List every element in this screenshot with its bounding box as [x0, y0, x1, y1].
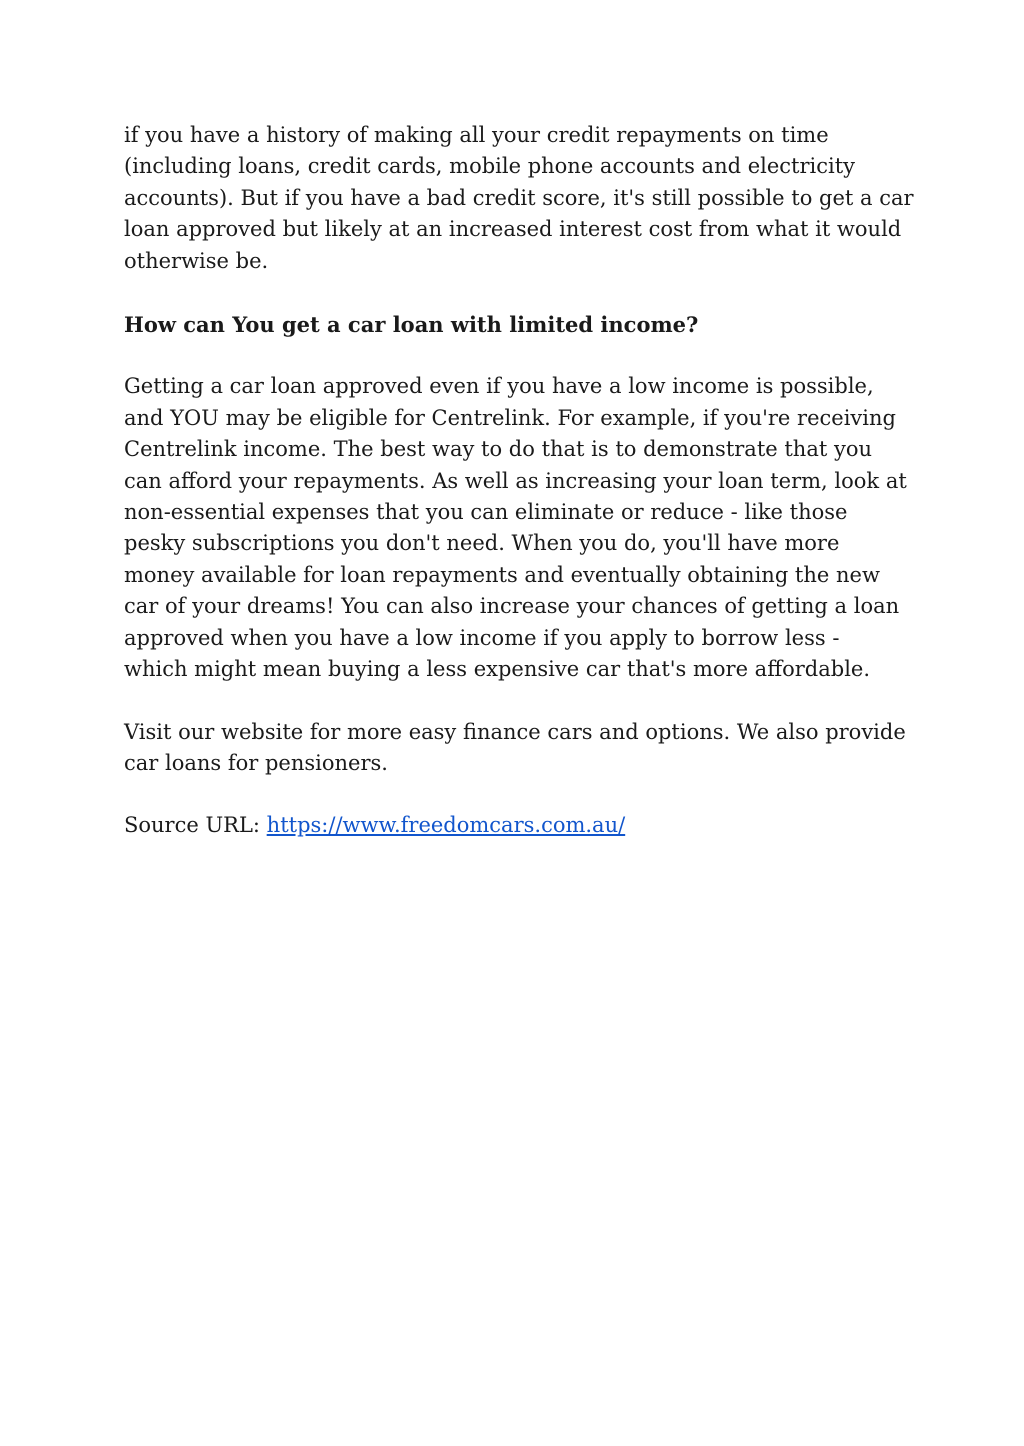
text-line: Getting a car loan approved even if you have a low income is possible, — [124, 374, 874, 399]
source-label: Source URL: — [124, 813, 267, 838]
text-line: can afford your repayments. As well as increasing your loan term, look at — [124, 468, 907, 493]
text-line: otherwise be. — [124, 248, 269, 273]
text-line: Visit our website for more easy finance cars and options. We also provide — [124, 719, 906, 744]
text-line: and YOU may be eligible for Centrelink. For example, if you're receiving — [124, 405, 896, 430]
text-line: loan approved but likely at an increased interest cost from what it would — [124, 217, 902, 242]
text-line: which might mean buying a less expensive car that's more affordable. — [124, 657, 871, 682]
text-line: pesky subscriptions you don't need. When you do, you'll have more — [124, 531, 840, 556]
document-page — [124, 120, 914, 842]
paragraph-limited-income — [124, 371, 914, 685]
source-link[interactable]: https://www.freedomcars.com.au/ — [266, 813, 626, 838]
text-line: Centrelink income. The best way to do that is to demonstrate that you — [124, 437, 872, 462]
text-line: car of your dreams! You can also increase your chances of getting a loan — [124, 594, 900, 619]
text-line: (including loans, credit cards, mobile phone accounts and electricity — [124, 154, 856, 179]
text-line: if you have a history of making all your credit repayments on time — [124, 123, 829, 147]
text-line: approved when you have a low income if you apply to borrow less - — [124, 625, 840, 650]
text-line: non-essential expenses that you can eliminate or reduce - like those — [124, 500, 848, 525]
text-line: accounts). But if you have a bad credit score, it's still possible to get a car — [124, 185, 914, 210]
paragraph-credit-history — [124, 120, 914, 277]
section-heading: How can You get a car loan with limited income? — [124, 312, 699, 338]
source-line — [124, 810, 914, 841]
paragraph-visit-website — [124, 717, 914, 780]
text-line: car loans for pensioners. — [124, 750, 388, 775]
text-line: money available for loan repayments and eventually obtaining the new — [124, 562, 880, 587]
